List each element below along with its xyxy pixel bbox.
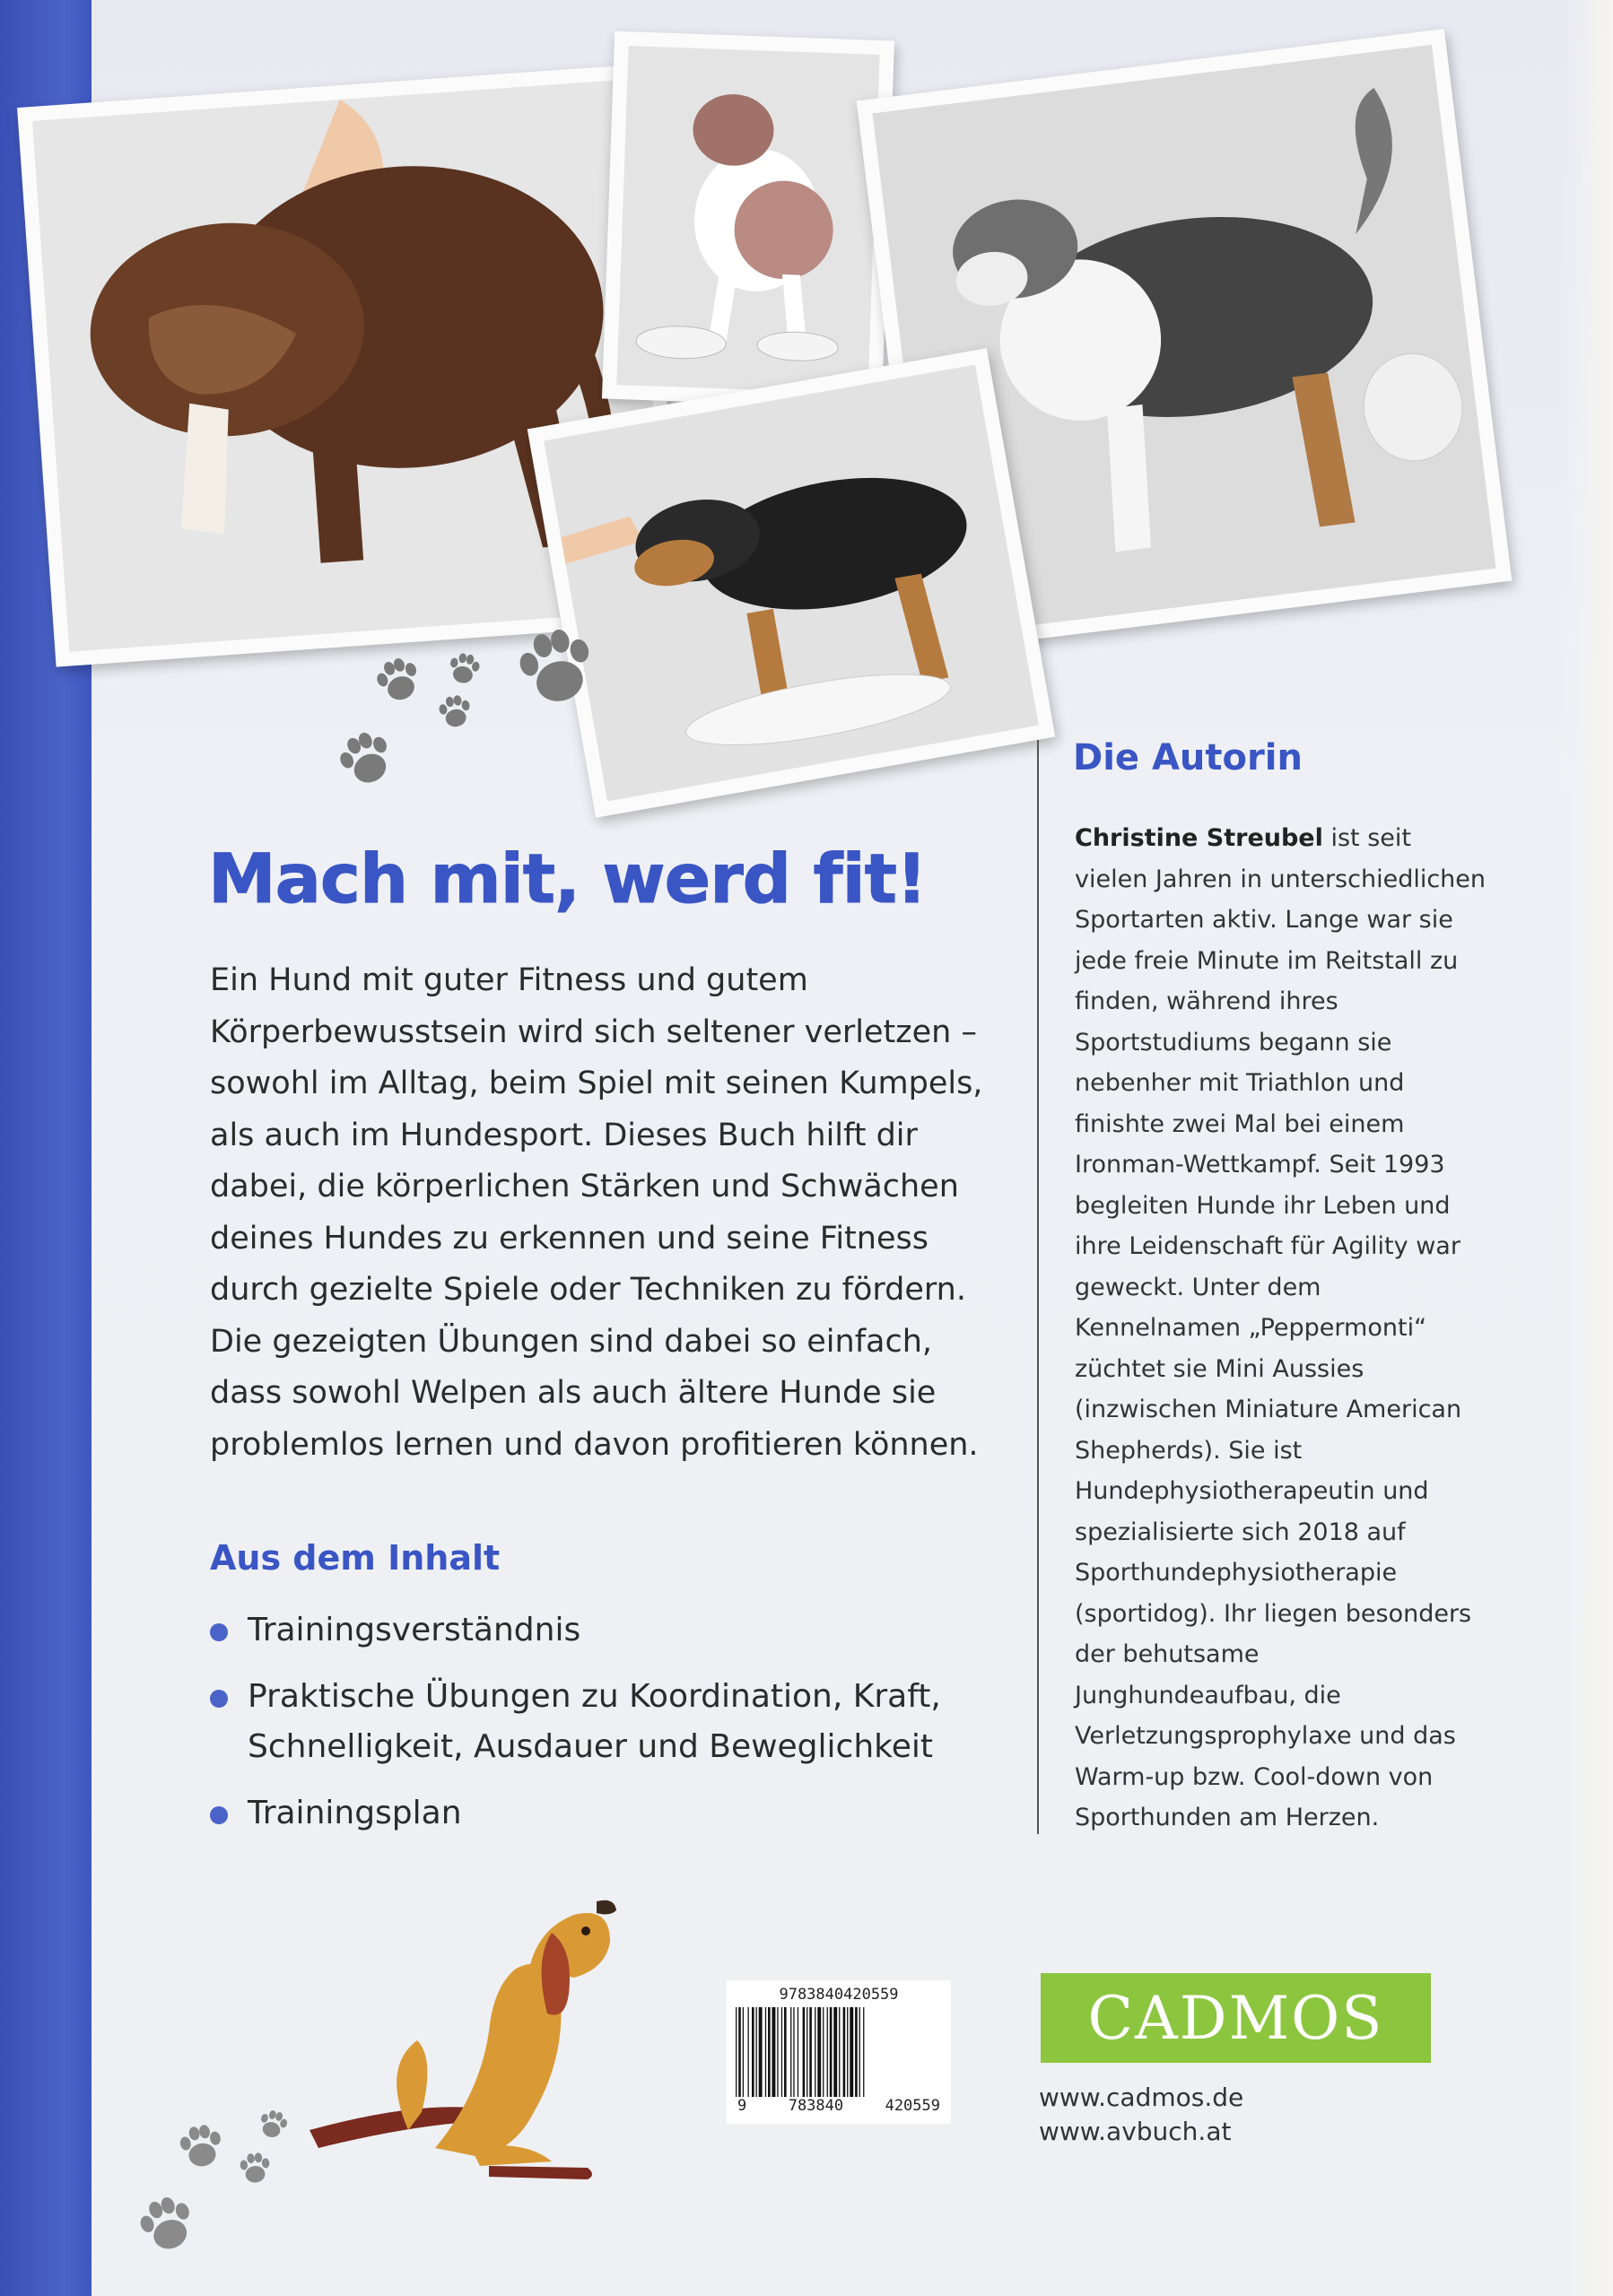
barcode-bar — [803, 2007, 806, 2097]
headline: Mach mit, werd fit! — [208, 839, 927, 918]
barcode-bar — [855, 2007, 858, 2097]
barcode-bar — [768, 2007, 771, 2097]
barcode-digit-first: 9 — [737, 2097, 747, 2115]
barcode-bar — [859, 2007, 860, 2097]
publisher-logo — [1041, 1973, 1431, 2063]
barcode-bar — [847, 2007, 848, 2097]
bullet-icon — [210, 1623, 228, 1641]
contents-heading: Aus dem Inhalt — [210, 1538, 501, 1578]
publisher-websites — [1039, 2081, 1243, 2149]
barcode-bar — [781, 2007, 782, 2097]
barcode-bar — [833, 2007, 837, 2097]
barcode-bar — [784, 2007, 787, 2097]
barcode-bars — [734, 2007, 944, 2097]
list-item: Trainingsverständnis — [210, 1605, 981, 1656]
barcode-bar — [736, 2007, 737, 2097]
author-name: Christine Streubel — [1075, 824, 1323, 852]
barcode-bar — [809, 2007, 812, 2097]
barcode-bar — [806, 2007, 807, 2097]
bullet-icon — [210, 1690, 228, 1708]
bullet-icon — [210, 1806, 228, 1824]
barcode-bar — [823, 2007, 824, 2097]
barcode-bar — [752, 2007, 754, 2097]
contents-list — [210, 1605, 981, 1855]
page-edge — [1559, 0, 1613, 2296]
barcode-bar — [817, 2007, 821, 2097]
barcode-bar — [793, 2007, 794, 2097]
barcode-bar — [777, 2007, 778, 2097]
barcode-bar — [830, 2007, 833, 2097]
barcode-bar — [843, 2007, 846, 2097]
website-link: www.cadmos.de — [1039, 2083, 1244, 2112]
barcode-bar — [772, 2007, 776, 2097]
paw-print-icon — [252, 2104, 294, 2146]
author-bio — [1075, 818, 1487, 1839]
barcode-bar — [756, 2007, 757, 2097]
barcode-bar — [863, 2007, 864, 2097]
barcode-bar — [743, 2007, 744, 2097]
author-bio-text: ist seit vielen Jahren in unterschiedlichen Sportarten aktiv. Lange war sie jede freie Minute im Reitstall zu finden, während ihres Sportstudiums begann sie nebenher mit Triathlon und finishte zwei Mal bei einem Ironman-Wettkampf. Seit 1993 begleiten Hunde ihr Leben und ihre Leidenschaft für Agility war geweckt. Unter dem Kennelnamen „Peppermonti“ züchtet sie Mini Aussies (inzwischen Miniature American Shepherds). Sie ist Hundephysiotherapeutin und spezialisierte sich 2018 auf Sporthundephysiotherapie (sportidog). Ihr liegen besonders der behutsame Junghundeaufbau, die Verletzungsprophylaxe und das Warm-up bzw. Cool-down von Sporthunden am Herzen. — [1075, 824, 1487, 1831]
barcode-bar — [839, 2007, 840, 2097]
paw-print-icon — [442, 648, 486, 691]
list-item: Praktische Übungen zu Koordination, Kraft, Schnelligkeit, Ausdauer und Beweglichkeit — [210, 1672, 981, 1772]
barcode-bar — [748, 2007, 749, 2097]
barcode-bar — [790, 2007, 791, 2097]
logo-text: CADMOS — [1087, 1983, 1384, 2053]
photo-merle-dog — [602, 31, 894, 409]
paw-print-icon — [233, 2148, 275, 2189]
paw-print-icon — [324, 718, 409, 802]
isbn-barcode — [727, 1980, 951, 2124]
paw-print-icon — [126, 2184, 208, 2266]
barcode-bar — [765, 2007, 766, 2097]
website-link: www.avbuch.at — [1039, 2117, 1232, 2146]
barcode-digit-group: 783840 — [788, 2097, 844, 2115]
paw-print-icon — [432, 689, 479, 735]
barcode-bar — [850, 2007, 853, 2097]
barcode-bar — [827, 2007, 828, 2097]
photo-black-tan-dog — [527, 348, 1056, 818]
barcode-bar — [738, 2007, 741, 2097]
paw-print-icon — [170, 2117, 231, 2177]
barcode-bar — [759, 2007, 763, 2097]
list-item: Trainingsplan — [210, 1788, 981, 1839]
author-heading: Die Autorin — [1073, 737, 1303, 778]
barcode-number: 9783840420559 — [779, 1986, 899, 2004]
barcode-digit-group: 420559 — [885, 2097, 940, 2115]
stretching-dog-illustration — [301, 1879, 677, 2184]
divider — [1037, 740, 1039, 1834]
intro-text: Ein Hund mit guter Fitness und gutem Körperbewusstsein wird sich seltener verletzen – sowohl im Alltag, beim Spiel mit seinen Kumpels, als auch im Hundesport. Dieses Buch hilft dir dabei, die körperlichen Stärken und Schwächen deines Hundes zu erkennen und seine Fitness durch gezielte Spiele oder Techniken zu fördern. Die gezeigten Übungen sind dabei so einfach, dass sowohl Welpen als auch ältere Hunde sie problemlos lernen und davon profitieren können. — [210, 962, 983, 1463]
paw-print-icon — [365, 648, 432, 714]
